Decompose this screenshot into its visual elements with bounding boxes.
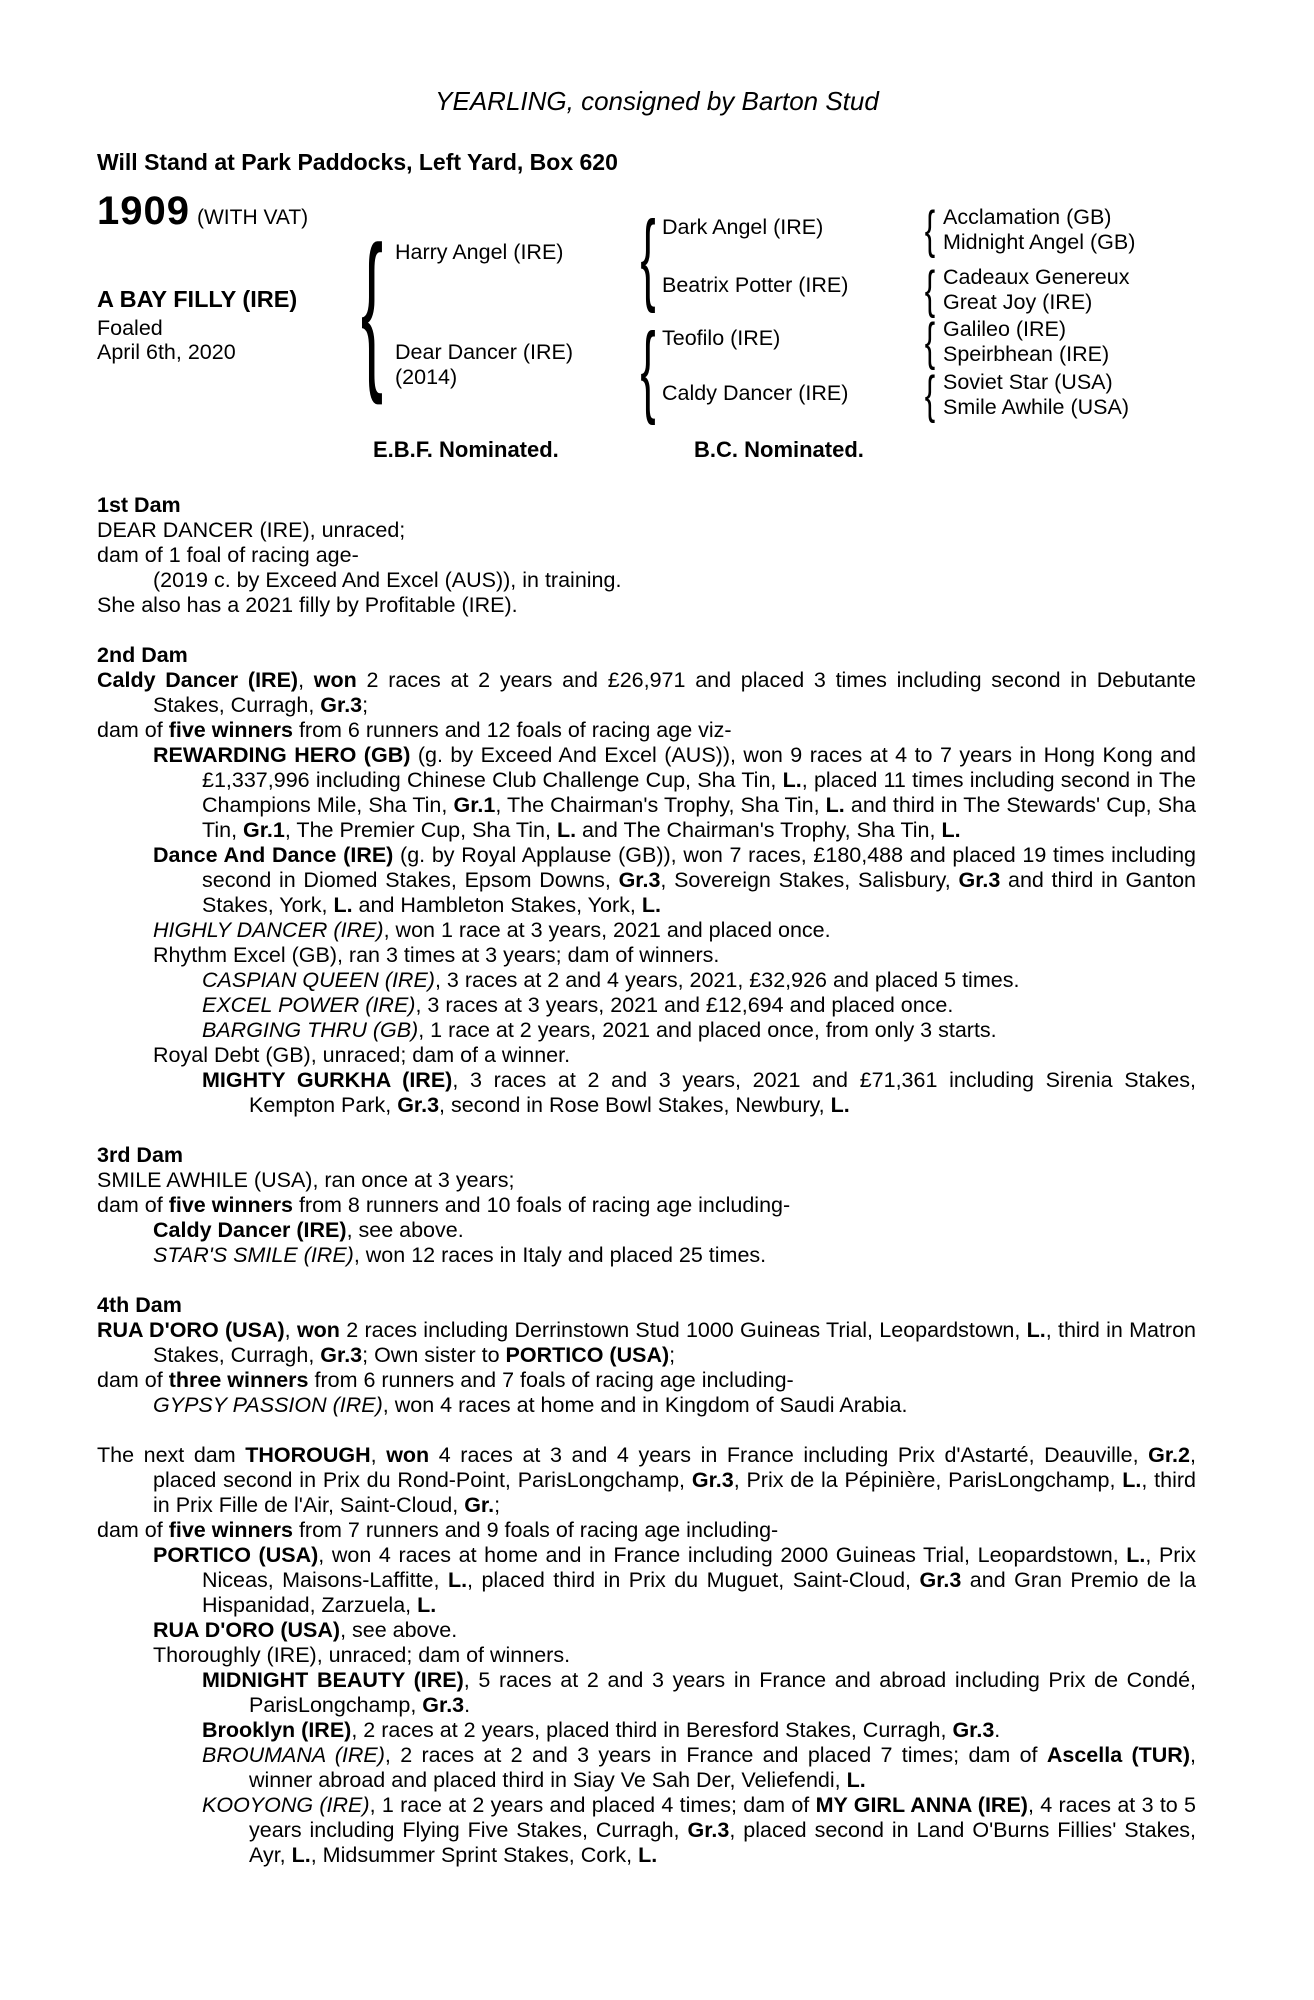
- text-segment: GYPSY PASSION (IRE): [153, 1393, 383, 1417]
- foaled-label: Foaled: [97, 316, 163, 340]
- text-segment: CASPIAN QUEEN (IRE): [202, 968, 435, 992]
- foaled-date: April 6th, 2020: [97, 340, 236, 364]
- text-segment: , 1 race at 2 years, 2021 and placed once, from only 3 starts.: [418, 1018, 997, 1042]
- text-segment: ,: [284, 1318, 297, 1342]
- great-grandparent-8: Smile Awhile (USA): [943, 395, 1129, 419]
- text-segment: Rhythm Excel (GB), ran 3 times at 3 years; dam of winners.: [153, 943, 720, 967]
- text-segment: Caldy Dancer (IRE): [153, 1218, 347, 1242]
- text-segment: , 5 races at 2 and 3 years in France and abroad including Prix de Condé, ParisLongchamp,: [249, 1668, 1197, 1717]
- text-segment: MIGHTY GURKHA (IRE): [202, 1068, 453, 1092]
- text-segment: Gr.3: [422, 1693, 465, 1717]
- text-segment: from 6 runners and 7 foals of racing age including-: [308, 1368, 794, 1392]
- text-segment: L.: [556, 818, 577, 842]
- text-segment: , 2 races at 2 and 3 years in France and placed 7 times; dam of: [384, 1743, 1047, 1767]
- text-segment: EXCEL POWER (IRE): [202, 993, 416, 1017]
- dam-section: [97, 1293, 1196, 1418]
- text-segment: , 3 races at 2 and 3 years, 2021 and £71,361 including Sirenia Stakes, Kempton Park,: [249, 1068, 1196, 1117]
- pedigree-line: [97, 718, 1196, 743]
- text-segment: Gr.3: [320, 1343, 363, 1367]
- text-segment: MY GIRL ANNA (IRE): [815, 1793, 1028, 1817]
- text-segment: Gr.3: [618, 868, 661, 892]
- great-grandparent-2: Midnight Angel (GB): [943, 230, 1136, 254]
- text-segment: L.: [417, 1593, 437, 1617]
- great-grandparent-1: Acclamation (GB): [943, 205, 1112, 229]
- text-segment: PORTICO (USA): [505, 1343, 670, 1367]
- text-segment: BARGING THRU (GB): [202, 1018, 419, 1042]
- pedigree-chart: 1909 (WITH VAT) A BAY FILLY (IRE) Foaled April 6th, 2020 Harry Angel (IRE) Dear Dancer (IRE) (2014) Dark Angel (IRE) Beatrix Potter (IRE) Teofilo (IRE) Caldy Dancer (IRE) Acclamation (GB) Midnight Angel (GB) Cadeaux Genereux Great Joy (IRE) Galileo (IRE) Speirbhean (IRE) Soviet Star (USA) Smile Awhile (USA) { { { { { { {: [97, 189, 1136, 426]
- dam-section: [97, 643, 1196, 1118]
- page-title: YEARLING, consigned by Barton Stud: [435, 86, 879, 116]
- text-segment: L.: [1122, 1468, 1142, 1492]
- text-segment: , Sovereign Stakes, Salisbury,: [660, 868, 959, 892]
- text-segment: DEAR DANCER (IRE), unraced;: [97, 518, 406, 542]
- text-segment: THOROUGH: [245, 1443, 371, 1467]
- text-segment: L.: [641, 893, 661, 917]
- text-segment: Royal Debt (GB), unraced; dam of a winner.: [153, 1043, 571, 1067]
- text-segment: 2 races including Derrinstown Stud 1000 Guineas Trial, Leopardstown,: [339, 1318, 1027, 1342]
- text-segment: , third in Matron Stakes, Curragh,: [153, 1318, 1197, 1367]
- text-segment: Gr.3: [691, 1468, 734, 1492]
- dam-section: [97, 1443, 1196, 1868]
- text-segment: and The Chairman's Trophy, Sha Tin,: [576, 818, 942, 842]
- pedigree-line: [97, 943, 1196, 968]
- text-segment: 4 races at 3 and 4 years in France including Prix d'Astarté, Deauville,: [429, 1443, 1149, 1467]
- lot-number: 1909: [97, 189, 190, 233]
- text-segment: ;: [669, 1343, 676, 1367]
- text-segment: , won 4 races at home and in France including 2000 Guineas Trial, Leopardstown,: [318, 1543, 1127, 1567]
- text-segment: , won 4 races at home and in Kingdom of Saudi Arabia.: [382, 1393, 908, 1417]
- text-segment: KOOYONG (IRE): [202, 1793, 370, 1817]
- text-segment: Gr.3: [687, 1818, 730, 1842]
- text-segment: ,: [298, 668, 314, 692]
- text-segment: L.: [291, 1843, 311, 1867]
- pedigree-line: [97, 1193, 1196, 1218]
- text-segment: HIGHLY DANCER (IRE): [153, 918, 384, 942]
- text-segment: L.: [846, 1768, 866, 1792]
- text-segment: and Gran Premio de la Hispanidad, Zarzuela,: [202, 1568, 1196, 1617]
- text-segment: RUA D'ORO (USA): [153, 1618, 341, 1642]
- text-segment: and third in The Stewards' Cup, Sha Tin,: [202, 793, 1197, 842]
- lot-line: [97, 189, 309, 233]
- text-segment: L.: [638, 1843, 658, 1867]
- great-grandparent-6: Speirbhean (IRE): [943, 342, 1110, 366]
- text-segment: REWARDING HERO (GB): [153, 743, 411, 767]
- text-segment: Brooklyn (IRE): [202, 1718, 352, 1742]
- text-segment: PORTICO (USA): [153, 1543, 319, 1567]
- text-segment: Dance And Dance (IRE): [153, 843, 394, 867]
- text-segment: won: [296, 1318, 340, 1342]
- text-segment: five winners: [168, 718, 293, 742]
- pedigree-line: [97, 1168, 1196, 1193]
- pedigree-line: [97, 1043, 1196, 1068]
- pedigree-line: [97, 1243, 1196, 1268]
- text-segment: Thoroughly (IRE), unraced; dam of winners.: [153, 1643, 571, 1667]
- pedigree-line: [97, 1743, 1196, 1793]
- text-segment: from 8 runners and 10 foals of racing age including-: [292, 1193, 791, 1217]
- text-segment: L.: [333, 893, 353, 917]
- text-segment: , placed 11 times including second in The Champions Mile, Sha Tin,: [202, 768, 1196, 817]
- text-segment: She also has a 2021 filly by Profitable (IRE).: [97, 593, 518, 617]
- bc-nomination: B.C. Nominated.: [694, 437, 864, 462]
- pedigree-line: [97, 1518, 1196, 1543]
- text-segment: STAR'S SMILE (IRE): [153, 1243, 354, 1267]
- text-segment: (g. by Royal Applause (GB)), won 7 races, £180,488 and placed 19 times including second in Diomed Stakes, Epsom Downs,: [202, 843, 1196, 892]
- text-segment: , Prix de la Pépinière, ParisLongchamp,: [733, 1468, 1123, 1492]
- pedigree-line: [97, 1543, 1196, 1618]
- text-segment: ,: [370, 1443, 387, 1467]
- pedigree-line: [97, 1793, 1196, 1868]
- text-segment: ;: [494, 1493, 501, 1517]
- pedigree-line: [97, 593, 1196, 618]
- text-segment: , 2 races at 2 years, placed third in Beresford Stakes, Curragh,: [351, 1718, 953, 1742]
- text-segment: Gr.3: [919, 1568, 962, 1592]
- text-segment: won: [386, 1443, 430, 1467]
- text-segment: dam of: [97, 718, 169, 742]
- text-segment: RUA D'ORO (USA): [97, 1318, 285, 1342]
- dam-section: [97, 493, 1196, 618]
- pedigree-line: [97, 1618, 1196, 1643]
- grandsire-maternal: Teofilo (IRE): [662, 326, 781, 350]
- text-segment: Gr.3: [958, 868, 1001, 892]
- text-segment: Gr.3: [952, 1718, 995, 1742]
- text-segment: five winners: [168, 1518, 293, 1542]
- pedigree-line: [97, 1718, 1196, 1743]
- ebf-nomination: E.B.F. Nominated.: [373, 437, 559, 462]
- text-segment: , see above.: [340, 1618, 458, 1642]
- section-heading: 2nd Dam: [97, 643, 188, 667]
- text-segment: , second in Rose Bowl Stakes, Newbury,: [439, 1093, 831, 1117]
- grandsire-paternal: Dark Angel (IRE): [662, 215, 824, 239]
- text-segment: The next dam: [97, 1443, 246, 1467]
- text-segment: L.: [447, 1568, 468, 1592]
- text-segment: dam of: [97, 1368, 169, 1392]
- text-segment: L.: [1126, 1543, 1146, 1567]
- text-segment: Gr.3: [397, 1093, 440, 1117]
- pedigree-line: [97, 1068, 1196, 1118]
- text-segment: Gr.: [464, 1493, 495, 1517]
- text-segment: and Hambleton Stakes, York,: [352, 893, 642, 917]
- text-segment: L.: [782, 768, 802, 792]
- horse-description: A BAY FILLY (IRE): [97, 286, 298, 312]
- text-segment: , third in Prix Fille de l'Air, Saint-Cloud,: [153, 1468, 1197, 1517]
- stand-location: Will Stand at Park Paddocks, Left Yard, Box 620: [97, 149, 618, 175]
- dam-section: [97, 1143, 1196, 1268]
- text-segment: , The Chairman's Trophy, Sha Tin,: [495, 793, 826, 817]
- text-segment: .: [464, 1693, 471, 1717]
- pedigree-line: [97, 843, 1196, 918]
- text-segment: .: [994, 1718, 1001, 1742]
- pedigree-line: [97, 968, 1196, 993]
- text-segment: dam of: [97, 1193, 169, 1217]
- pedigree-line: [97, 918, 1196, 943]
- text-segment: five winners: [168, 1193, 293, 1217]
- pedigree-line: [97, 1018, 1196, 1043]
- text-segment: SMILE AWHILE (USA), ran once at 3 years;: [97, 1168, 515, 1192]
- text-segment: , 3 races at 3 years, 2021 and £12,694 and placed once.: [415, 993, 954, 1017]
- text-segment: , placed second in Land O'Burns Fillies' Stakes, Ayr,: [249, 1818, 1196, 1867]
- text-segment: from 7 runners and 9 foals of racing age including-: [292, 1518, 779, 1542]
- great-grandparent-3: Cadeaux Genereux: [943, 265, 1130, 289]
- dam-name: Dear Dancer (IRE): [395, 340, 574, 364]
- section-heading: 1st Dam: [97, 493, 181, 517]
- text-segment: L.: [1026, 1318, 1046, 1342]
- text-segment: ; Own sister to: [362, 1343, 506, 1367]
- text-segment: Gr.1: [453, 793, 496, 817]
- pedigree-line: [97, 668, 1196, 718]
- text-segment: Gr.1: [243, 818, 285, 842]
- pedigree-line: [97, 1443, 1196, 1518]
- text-segment: won: [313, 668, 357, 692]
- text-segment: , Midsummer Sprint Stakes, Cork,: [310, 1843, 639, 1867]
- text-segment: BROUMANA (IRE): [202, 1743, 385, 1767]
- nominations-line: [0, 437, 1314, 462]
- text-segment: , placed second in Prix du Rond-Point, ParisLongchamp,: [153, 1443, 1196, 1492]
- great-grandparent-4: Great Joy (IRE): [943, 290, 1093, 314]
- text-segment: and third in Ganton Stakes, York,: [202, 868, 1197, 917]
- text-segment: Gr.2: [1148, 1443, 1190, 1467]
- text-segment: Caldy Dancer (IRE): [97, 668, 299, 692]
- text-segment: 2 races at 2 years and £26,971 and placed 3 times including second in Debutante Stakes, Curragh,: [153, 668, 1196, 717]
- sire-name: Harry Angel (IRE): [395, 240, 564, 264]
- text-segment: , won 1 race at 3 years, 2021 and placed once.: [383, 918, 831, 942]
- text-segment: L.: [825, 793, 845, 817]
- text-segment: , The Premier Cup, Sha Tin,: [284, 818, 557, 842]
- text-segment: L.: [941, 818, 961, 842]
- text-segment: (g. by Exceed And Excel (AUS)), won 9 races at 4 to 7 years in Hong Kong and £1,337,996 including Chinese Club Challenge Cup, Sha Tin,: [202, 743, 1196, 792]
- text-segment: , won 12 races in Italy and placed 25 times.: [353, 1243, 767, 1267]
- pedigree-line: [97, 543, 1196, 568]
- text-segment: , winner abroad and placed third in Siay Ve Sah Der, Veliefendi,: [249, 1743, 1196, 1792]
- text-segment: , 3 races at 2 and 4 years, 2021, £32,926 and placed 5 times.: [434, 968, 1020, 992]
- vat-note: (WITH VAT): [196, 206, 309, 229]
- pedigree-line: [97, 993, 1196, 1018]
- text-segment: from 6 runners and 12 foals of racing age viz-: [292, 718, 732, 742]
- pedigree-line: [97, 1218, 1196, 1243]
- great-grandparent-7: Soviet Star (USA): [943, 370, 1113, 394]
- text-segment: dam of 1 foal of racing age-: [97, 543, 359, 567]
- text-segment: L.: [830, 1093, 850, 1117]
- pedigree-line: [97, 1368, 1196, 1393]
- pedigree-line: [97, 518, 1196, 543]
- text-segment: dam of: [97, 1518, 169, 1542]
- section-heading: 3rd Dam: [97, 1143, 184, 1167]
- pedigree-line: [97, 1668, 1196, 1718]
- text-segment: (2019 c. by Exceed And Excel (AUS)), in training.: [153, 568, 622, 592]
- pedigree-line: [97, 1643, 1196, 1668]
- pedigree-line: [97, 568, 1196, 593]
- text-segment: three winners: [168, 1368, 309, 1392]
- text-segment: ;: [362, 693, 369, 717]
- text-segment: , 4 races at 3 to 5 years including Flying Five Stakes, Curragh,: [249, 1793, 1197, 1842]
- pedigree-text-sections: [0, 493, 1314, 1868]
- section-heading: 4th Dam: [97, 1293, 182, 1317]
- dam-year: (2014): [395, 365, 458, 389]
- granddam-paternal: Beatrix Potter (IRE): [662, 273, 849, 297]
- text-segment: Gr.3: [320, 693, 363, 717]
- text-segment: , see above.: [346, 1218, 464, 1242]
- pedigree-line: [97, 1393, 1196, 1418]
- text-segment: , 1 race at 2 years and placed 4 times; dam of: [369, 1793, 816, 1817]
- text-segment: , Prix Niceas, Maisons-Laffitte,: [202, 1543, 1196, 1592]
- text-segment: , placed third in Prix du Muguet, Saint-Cloud,: [467, 1568, 920, 1592]
- text-segment: MIDNIGHT BEAUTY (IRE): [202, 1668, 464, 1692]
- pedigree-line: [97, 1318, 1196, 1368]
- text-segment: Ascella (TUR): [1046, 1743, 1190, 1767]
- great-grandparent-5: Galileo (IRE): [943, 317, 1067, 341]
- granddam-maternal: Caldy Dancer (IRE): [662, 381, 849, 405]
- pedigree-line: [97, 743, 1196, 843]
